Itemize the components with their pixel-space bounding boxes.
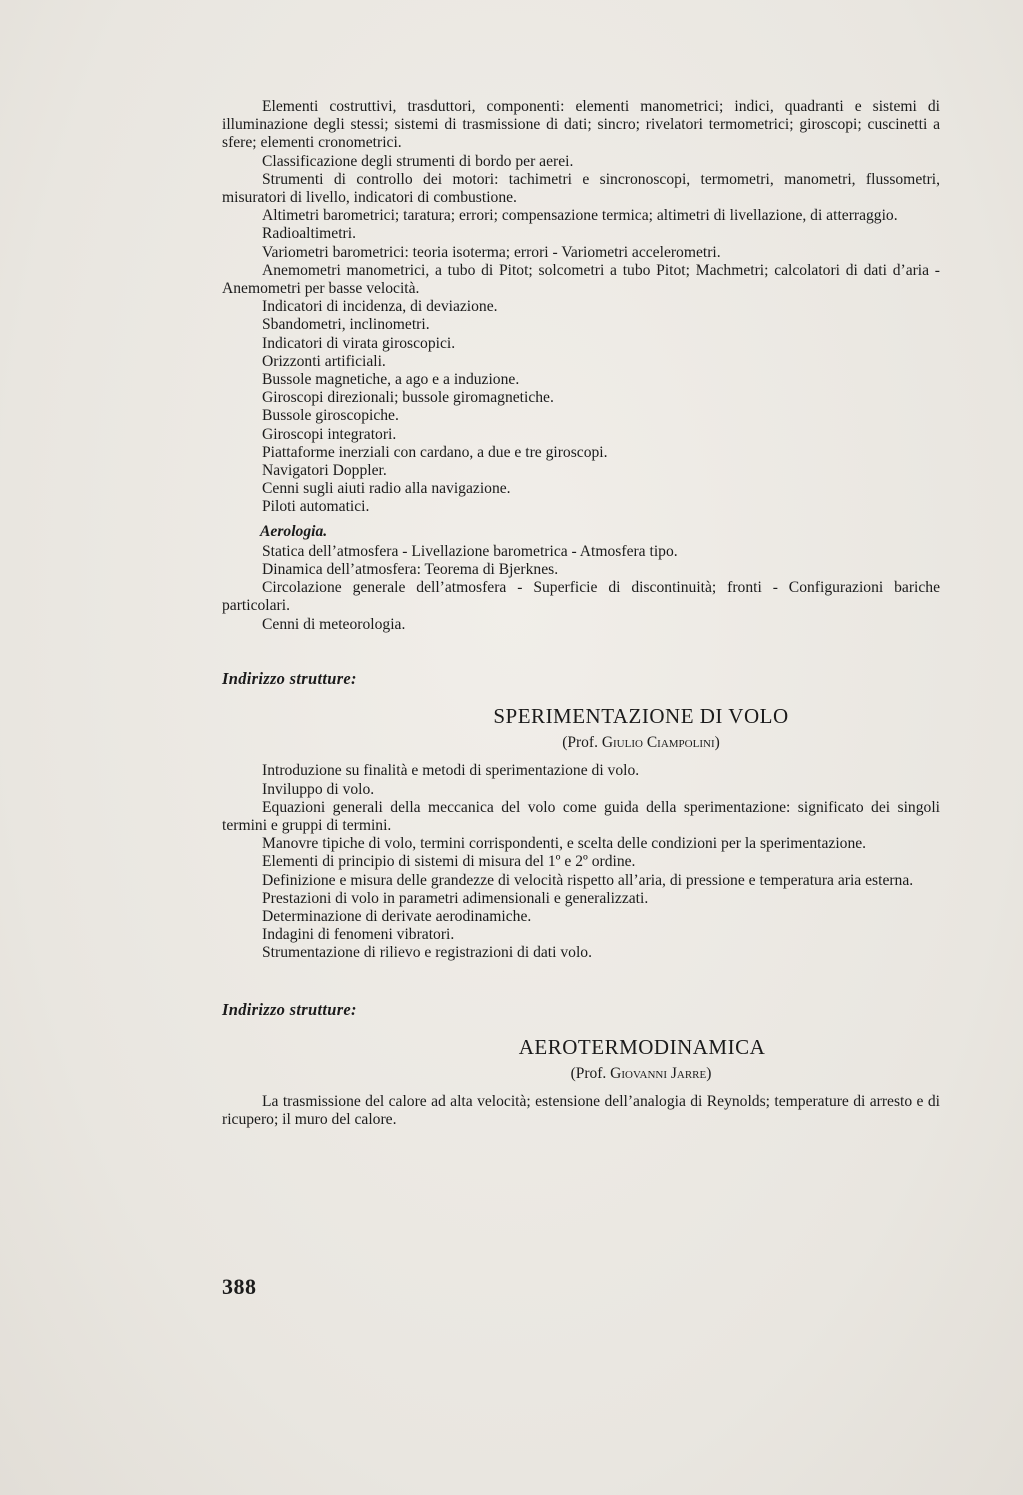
course-title: SPERIMENTAZIONE DI VOLO xyxy=(493,704,789,729)
professor-line xyxy=(222,1065,940,1083)
paragraph: Indicatori di virata giroscopici. xyxy=(262,334,456,352)
paragraph: Altimetri barometrici; taratura; errori; compensazione termica; altimetri di livellazione, di atterraggio. xyxy=(262,207,898,225)
paragraph: Piattaforme inerziali con cardano, a due e tre giroscopi. xyxy=(262,443,608,461)
paragraph: Bussole giroscopiche. xyxy=(262,407,399,425)
paragraph: Elementi di principio di sistemi di misura del 1º e 2º ordine. xyxy=(262,853,636,871)
paragraph: Strumentazione di rilievo e registrazioni di dati volo. xyxy=(262,944,592,962)
paragraph: Cenni di meteorologia. xyxy=(262,615,406,633)
paragraph: Circolazione generale dell’atmosfera - Superficie di discontinuità; fronti - Configurazioni bariche particolari. xyxy=(222,579,940,615)
section-instruments xyxy=(222,98,940,517)
paragraph: La trasmissione del calore ad alta velocità; estensione dell’analogia di Reynolds; temperature di arresto e di ricupero; il muro del calore. xyxy=(222,1092,940,1129)
aerologia-heading: Aerologia. xyxy=(260,522,328,540)
course-title: AEROTERMODINAMICA xyxy=(518,1034,766,1059)
paragraph: Manovre tipiche di volo, termini corrispondenti, e scelta delle condizioni per la sperimentazione. xyxy=(262,835,867,853)
paragraph: Introduzione su finalità e metodi di sperimentazione di volo. xyxy=(262,762,640,780)
paragraph: Indicatori di incidenza, di deviazione. xyxy=(262,298,498,316)
paragraph: Piloti automatici. xyxy=(262,498,370,516)
paragraph: Strumenti di controllo dei motori: tachimetri e sincronoscopi, termometri, manometri, flussometri, misuratori di livello, indicatori di combustione. xyxy=(222,170,940,207)
paragraph: Equazioni generali della meccanica del volo come guida della sperimentazione: significato dei singoli termini e gruppi di termini. xyxy=(222,798,940,834)
professor-name: Giovanni Jarre xyxy=(610,1064,707,1082)
professor-name: Giulio Ciampolini xyxy=(601,734,715,752)
paragraph: Giroscopi integratori. xyxy=(262,425,397,443)
prof-prefix: (Prof. xyxy=(570,1064,611,1082)
section-aerotermodinamica xyxy=(222,1093,940,1129)
page-number: 388 xyxy=(222,1274,257,1299)
paragraph: Elementi costruttivi, trasduttori, componenti: elementi manometrici; indici, quadranti e sistemi di illuminazione degli stessi; sistemi di trasmissione di dati; sincro; rivelatori termometrici; giroscopi; cuscinetti a sfere; elementi cronometrici. xyxy=(222,98,940,152)
paragraph: Orizzonti artificiali. xyxy=(262,352,386,370)
paragraph: Variometri barometrici: teoria isoterma; errori - Variometri accelerometri. xyxy=(262,243,721,261)
paragraph: Prestazioni di volo in parametri adimensionali e generalizzati. xyxy=(262,889,649,907)
paragraph: Classificazione degli strumenti di bordo per aerei. xyxy=(262,152,574,170)
paragraph: Giroscopi direzionali; bussole giromagnetiche. xyxy=(262,389,554,407)
paragraph: Dinamica dell’atmosfera: Teorema di Bjerknes. xyxy=(262,561,559,579)
paragraph: Inviluppo di volo. xyxy=(262,780,375,798)
section-aerologia xyxy=(222,523,940,634)
prof-suffix: ) xyxy=(706,1064,712,1082)
paragraph: Sbandometri, inclinometri. xyxy=(262,316,430,334)
paragraph: Definizione e misura delle grandezze di velocità rispetto all’aria, di pressione e temperatura aria esterna. xyxy=(262,871,914,889)
text-column xyxy=(222,98,940,1129)
paragraph: Cenni sugli aiuti radio alla navigazione. xyxy=(262,480,511,498)
prof-suffix: ) xyxy=(714,734,720,752)
professor-line xyxy=(222,734,940,752)
paragraph: Indagini di fenomeni vibratori. xyxy=(262,926,455,944)
prof-prefix: (Prof. xyxy=(562,734,602,752)
paragraph: Bussole magnetiche, a ago e a induzione. xyxy=(262,371,520,389)
paragraph: Statica dell’atmosfera - Livellazione barometrica - Atmosfera tipo. xyxy=(262,542,678,560)
indirizzo-label: Indirizzo strutture: xyxy=(222,668,357,688)
paragraph: Navigatori Doppler. xyxy=(262,462,387,480)
section-sperimentazione xyxy=(222,762,940,962)
indirizzo-label: Indirizzo strutture: xyxy=(222,999,357,1019)
paragraph: Determinazione di derivate aerodinamiche. xyxy=(262,907,532,925)
paragraph: Anemometri manometrici, a tubo di Pitot; solcometri a tubo Pitot; Machmetri; calcolatori di dati d’aria - Anemometri per basse velocità. xyxy=(222,261,940,298)
paragraph: Radioaltimetri. xyxy=(262,225,356,243)
